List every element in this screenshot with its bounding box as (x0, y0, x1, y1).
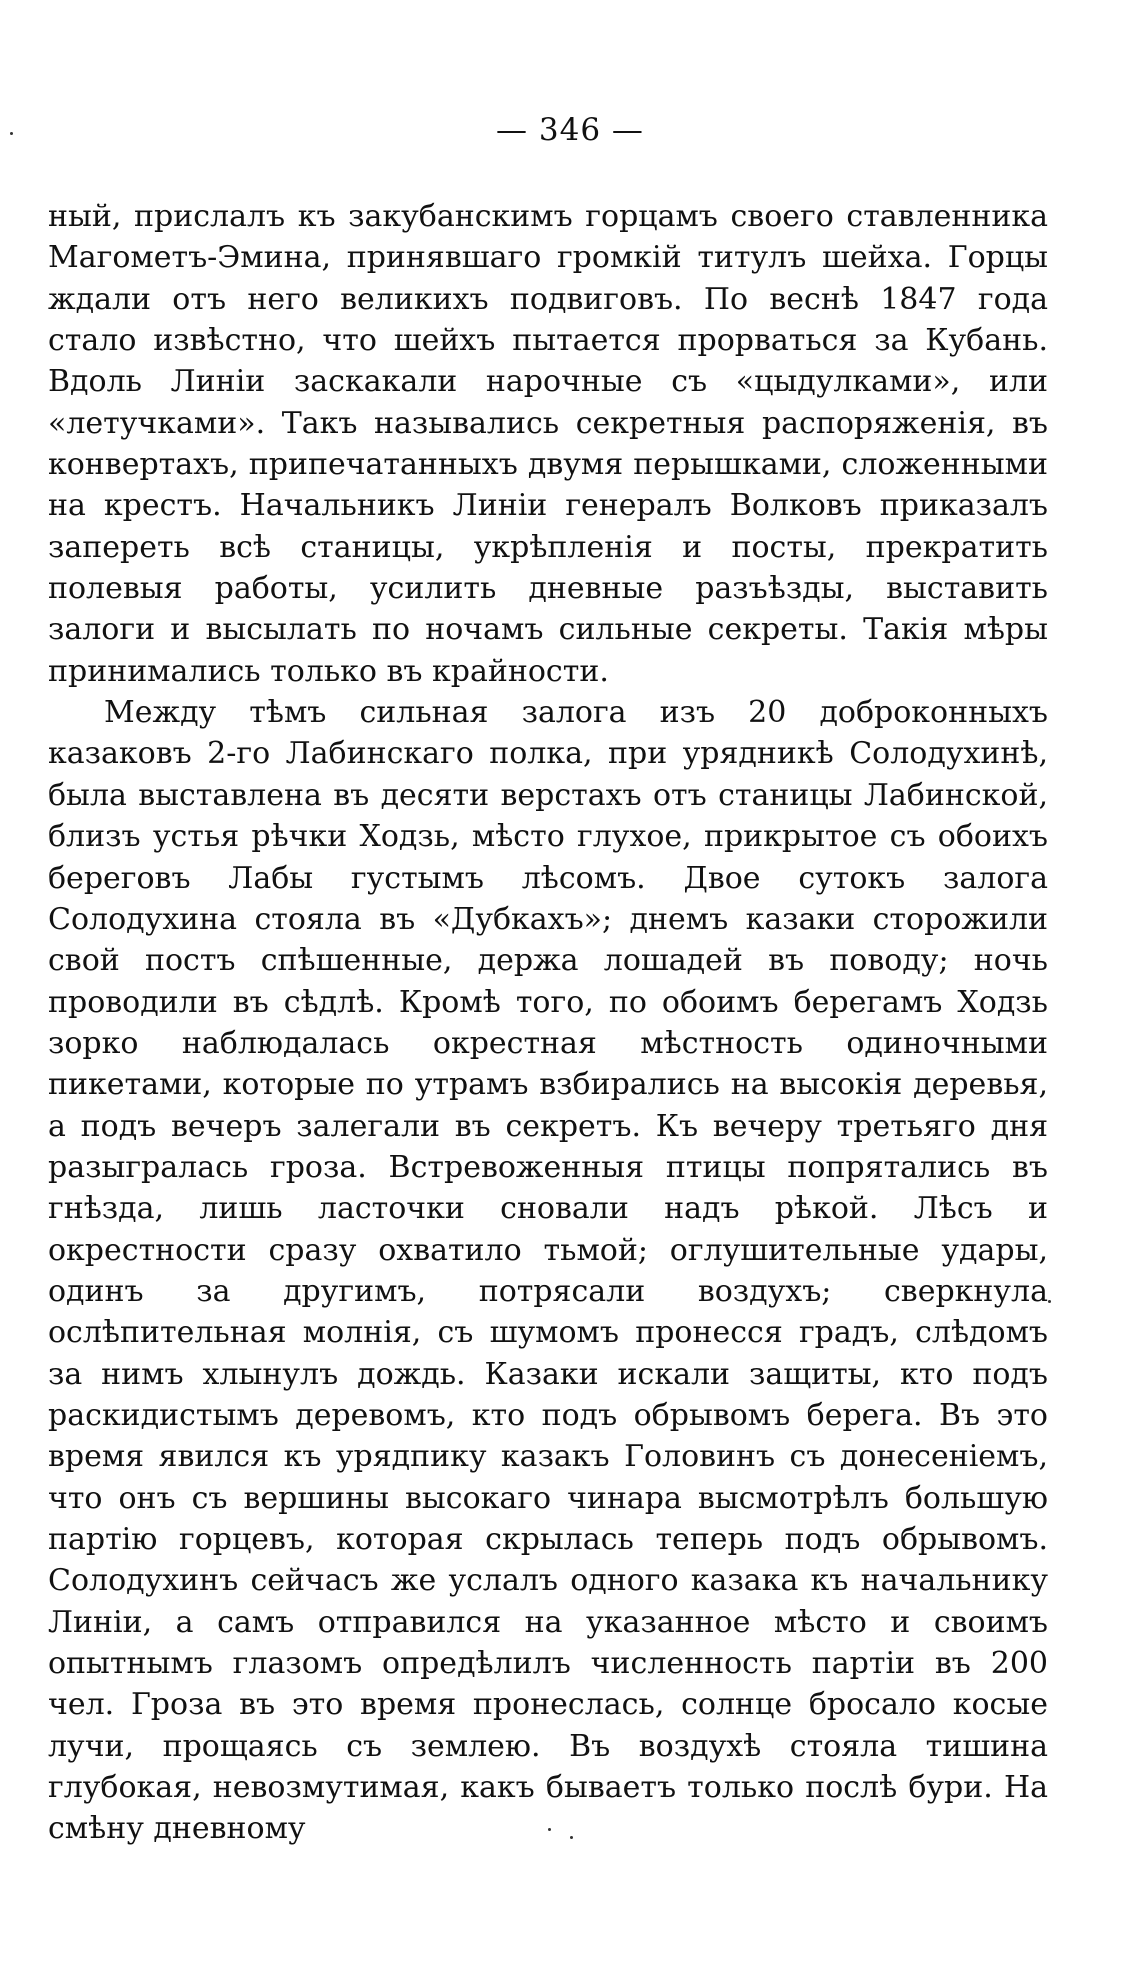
print-speck (570, 1836, 573, 1839)
paragraph-1: ный, прислалъ къ закубанскимъ горцамъ своего ставленника Магометъ-Эмина, принявшаго громкій титулъ шейха. Горцы ждали отъ него великихъ подвиговъ. По веснѣ 1847 года стало извѣстно, что шейхъ пытается прорваться за Кубань. Вдоль Линіи заскакали нарочные съ «цыдулками», или «летучками». Такъ назывались секретныя распоряженія, въ конвертахъ, припечатанныхъ двумя перышками, сложенными на крестъ. Начальникъ Линіи генералъ Волковъ приказалъ запереть всѣ станицы, укрѣпленія и посты, прекратить полевыя работы, усилить дневные разъѣзды, выставить залоги и высылать по ночамъ сильные секреты. Такія мѣры принимались только въ крайности. (48, 199, 1048, 689)
paragraph-2: Между тѣмъ сильная залога изъ 20 доброконныхъ казаковъ 2-го Лабинскаго полка, при урядникѣ Солодухинѣ, была выставлена въ десяти верстахъ отъ станицы Лабинской, близъ устья рѣчки Ходзь, мѣсто глухое, прикрытое съ обоихъ береговъ Лабы густымъ лѣсомъ. Двое сутокъ залога Солодухина стояла въ «Дубкахъ»; днемъ казаки сторожили свой постъ спѣшенные, держа лошадей въ поводу; ночь проводили въ сѣдлѣ. Кромѣ того, по обоимъ берегамъ Ходзь зорко наблюдалась окрестная мѣстность одиночными пикетами, которые по утрамъ взбирались на высокія деревья, а подъ вечеръ залегали въ секретъ. Къ вечеру третьяго дня разыгралась гроза. Встревоженныя птицы попрятались въ гнѣзда, лишь ласточки сновали надъ рѣкой. Лѣсъ и окрестности сразу охватило тьмой; оглушительные удары, одинъ за другимъ, потрясали воздухъ; сверкнула ослѣпительная молнія, съ шумомъ пронесся градъ, слѣдомъ за нимъ хлынулъ дождь. Казаки искали защиты, кто подъ раскидистымъ деревомъ, кто подъ обрывомъ берега. Въ это время явился къ урядпику казакъ Головинъ съ донесеніемъ, что онъ съ вершины высокаго чинара высмотрѣлъ большую партію горцевъ, которая скрылась теперь подъ обрывомъ. Солодухинъ сейчасъ же услалъ одного казака къ начальнику Линіи, а самъ отправился на указанное мѣсто и своимъ опытнымъ глазомъ опредѣлилъ численность партіи въ 200 чел. Гроза въ это время пронеслась, солнце бросало косые лучи, прощаясь съ землею. Въ воздухѣ стояла тишина глубокая, невозмутимая, какъ бываетъ только послѣ бури. На смѣну дневному (48, 695, 1048, 1847)
page-number: — 346 — (496, 112, 644, 148)
body-text (48, 196, 1048, 1850)
print-speck (548, 1828, 551, 1831)
print-speck (10, 132, 13, 135)
print-speck (1048, 1300, 1051, 1303)
